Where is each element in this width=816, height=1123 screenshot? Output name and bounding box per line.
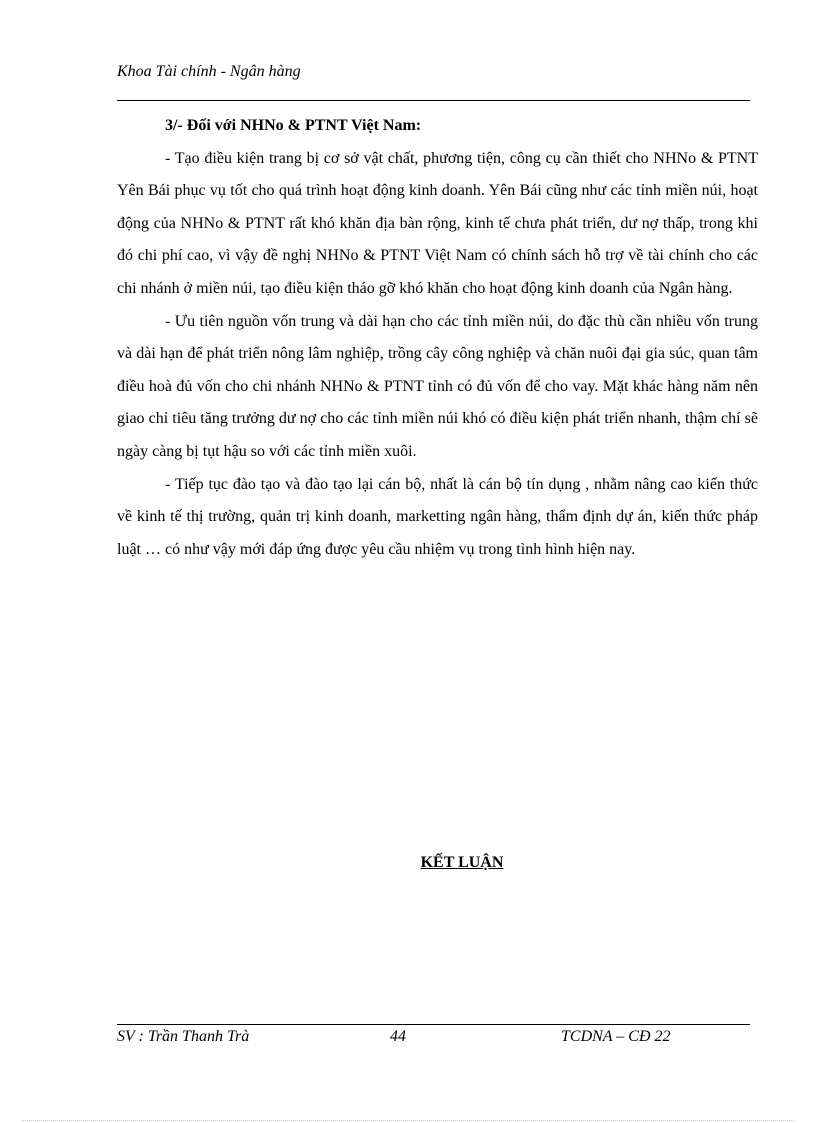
page-header: Khoa Tài chính - Ngân hàng [117, 63, 301, 80]
footer-class-code: TCDNA – CĐ 22 [561, 1028, 671, 1045]
footer-divider [117, 1024, 750, 1025]
page-bottom-edge [22, 1120, 794, 1121]
paragraph-capital-priority: - Ưu tiên nguồn vốn trung và dài hạn cho các tỉnh miền núi, do đặc thù cần nhiều vốn trung và dài hạn để phát triển nông lâm nghiệp, trồng cây công nghiệp và chăn nuôi đại gia súc, quan tâm điều hoà đủ vốn cho chi nhánh NHNo & PTNT tỉnh có đủ vốn để cho vay. Mặt khác hàng năm nên giao chỉ tiêu tăng trưởng dư nợ cho các tỉnh miền núi khó có điều kiện phát triển nhanh, thậm chí sẽ ngày càng bị tụt hậu so với các tỉnh miền xuôi. [117, 312, 758, 460]
paragraph-infrastructure-support: - Tạo điều kiện trang bị cơ sở vật chất, phương tiện, công cụ cần thiết cho NHNo & PTNT Yên Bái phục vụ tốt cho quá trình hoạt động kinh doanh. Yên Bái cũng như các tỉnh miền núi, hoạt động của NHNo & PTNT rất khó khăn địa bàn rộng, kinh tế chưa phát triển, dư nợ thấp, trong khi đó chi phí cao, vì vậy đề nghị NHNo & PTNT Việt Nam có chính sách hỗ trợ về tài chính cho các chi nhánh ở miền núi, tạo điều kiện tháo gỡ khó khăn cho hoạt động kinh doanh của Ngân hàng. [117, 149, 758, 297]
paragraph-staff-training: - Tiếp tục đào tạo và đào tạo lại cán bộ, nhất là cán bộ tín dụng , nhằm nâng cao kiến thức về kinh tế thị trường, quản trị kinh doanh, marketting ngân hàng, thẩm định dự án, kiến thức pháp luật … có như vậy mới đáp ứng được yêu cầu nhiệm vụ trong tình hình hiện nay. [117, 475, 758, 558]
main-content [117, 110, 758, 566]
footer-student-name: SV : Trần Thanh Trà [117, 1028, 250, 1045]
footer-page-number: 44 [390, 1028, 406, 1045]
conclusion-title: KẾT LUẬN [420, 854, 504, 871]
header-divider [117, 100, 750, 101]
page-footer [117, 1026, 750, 1048]
section-heading: 3/- Đối với NHNo & PTNT Việt Nam: [165, 117, 422, 134]
